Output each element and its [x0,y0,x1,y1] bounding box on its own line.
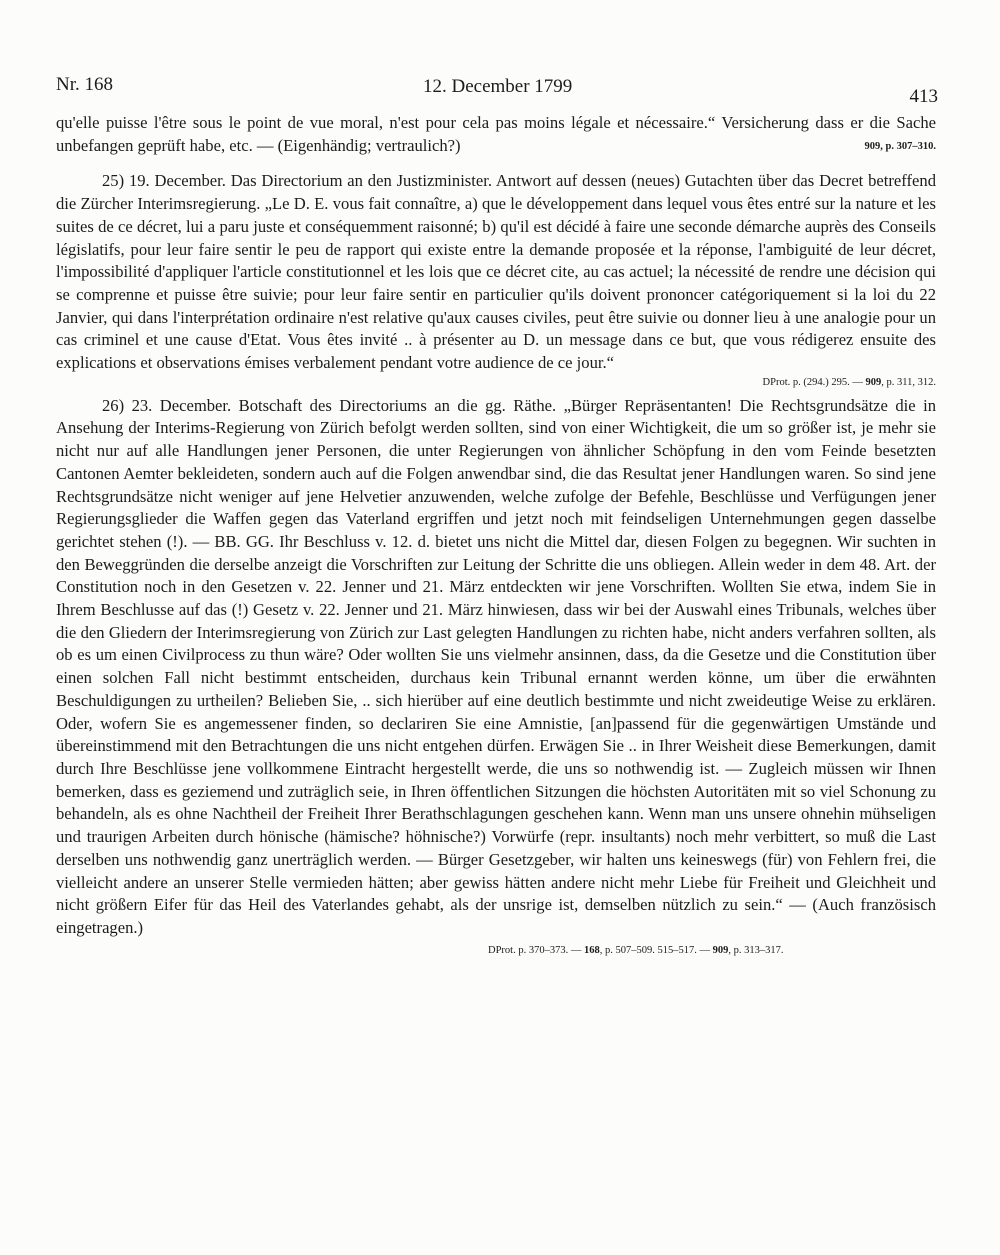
reference-intro-text: 909, p. 307–310. [864,140,936,152]
paragraph-intro [56,112,936,157]
document-page [56,74,936,959]
reference-26: DProt. p. 370–373. — 168, p. 507–509. 515–517. — 909, p. 313–317. [488,944,784,956]
running-header [56,74,938,107]
paragraph-26 [56,395,936,940]
header-date: 12. December 1799 [423,76,573,97]
paragraph-intro-text: qu'elle puisse l'être sous le point de vue moral, n'est pour cela pas moins légale et nécessaire.“ Versicherung dass er die Sache unbefangen geprüft habe, etc. — (Eigenhändig; vertraulich?) [56,113,936,155]
document-number: Nr. 168 [56,74,113,95]
paragraph-25 [56,170,936,374]
page-number: 413 [909,86,938,107]
reference-intro [865,139,936,155]
body-text [56,112,936,959]
reference-25: DProt. p. (294.) 295. — 909, p. 311, 312. [762,376,936,388]
paragraph-25-text: 25) 19. December. Das Directorium an den Justizminister. Antwort auf dessen (neues) Gutachten über das Decret betreffend die Zürcher Interimsregierung. „Le D. E. vous fait connaître, a) que le développement dans lequel vous êtes entré sur la nature et les suites de ce décret, lui a paru juste et conséquemment raisonné; b) qu'il est décidé à faire une seconde démarche auprès des Conseils législatifs, pour leur faire sentir le peu de rapport qui existe entre la demande proposée et la réponse, l'ambiguité de leur décret, l'impossibilité d'appliquer l'article constitutionnel et les lois que ce décret cite, au cas actuel; la nécessité de rendre une décision qui se comprenne et puisse être suivie; pour leur faire sentir en particulier qu'ils doivent prononcer catégoriquement si la loi du 22 Janvier, qui dans l'interprétation ordinaire n'est relative qu'aux causes civiles, peut être suivie ou donner lieu à une analogie pour un cas criminel et une cause d'Etat. Vous êtes invité .. à présenter au D. un message dans ce but, que vous rédigerez ensuite des explications et observations émises verbalement pendant votre audience de ce jour.“ [56,171,936,373]
paragraph-26-text: 26) 23. December. Botschaft des Directoriums an die gg. Räthe. „Bürger Repräsentanten! Die Rechtsgrundsätze die in Ansehung der Interims-Regierung von Zürich befolgt werden sollten, sind von einer Wichtigkeit, die um so größer ist, je mehr sie nicht nur auf alle Handlungen jener Personen, die unter Regierungen von ähnlicher Schöpfung in den vom Feinde besetzten Cantonen Aemter bekleideten, sondern auch auf die Folgen anwendbar sind, die das Resultat jener Handlungen waren. So sind jene Rechtsgrundsätze nicht weniger auf jene Helvetier anzuwenden, welche zufolge der Befehle, Beschlüsse und Verfügungen jener Regierungsglieder die Waffen gegen das Vaterland ergriffen und jetzt noch mit feindseligen Unternehmungen gegen dasselbe gerichtet stehen (!). — BB. GG. Ihr Beschluss v. 12. d. bietet uns nicht die Mittel dar, diesen Folgen zu begegnen. Wir suchten in den Beweggründen die derselbe anzeigt die Vorschriften zur Leitung der Schritte die uns obliegen. Allein weder in dem 48. Art. der Constitution noch in den Gesetzen v. 22. Jenner und 21. März entdeckten wir jene Vorschriften. Wollten Sie etwa, indem Sie in Ihrem Beschlusse auf das (!) Gesetz v. 22. Jenner und 21. März hinwiesen, dass wir bei der Auswahl eines Tribunals, welches über die den Gliedern der Interimsregierung von Zürich zur Last gelegten Handlungen zu richten habe, nicht anders verfahren sollten, als ob es um einen Civilprocess zu thun wäre? Oder wollten Sie uns vielmehr ansinnen, dass, da die Gesetze und die Constitution über einen solchen Fall nicht bestimmt entscheiden, durchaus kein Tribunal ernannt werden könne, um über die erwähnten Beschuldigungen zu urtheilen? Belieben Sie, .. sich hierüber auf eine deutlich bestimmte und nicht zweideutige Weise zu erklären. Oder, wofern Sie es angemessener finden, so declariren Sie eine Amnistie, [an]passend für die gegenwärtigen Umstände und übereinstimmend mit den Betrachtungen die uns nicht entgehen dürfen. Erwägen Sie .. in Ihrer Weisheit diese Bemerkungen, damit durch Ihre Beschlüsse jene vollkommene Eintracht hergestellt werde, die uns so nothwendig ist. — Zugleich müssen wir Ihnen bemerken, dass es geziemend und zuträglich seie, in Ihren öffentlichen Sitzungen die höchsten Autoritäten mit so viel Schonung zu behandeln, als es ohne Nachtheil der Freiheit Ihrer Berathschlagungen geschehen kann. Wenn man uns unsere ohnehin mühseligen und traurigen Arbeiten durch hönische (hämische? höhnische?) Vorwürfe (repr. insultants) noch mehr verbittert, so muß die Last derselben uns nothwendig ganz unerträglich werden. — Bürger Gesetzgeber, wir halten uns keineswegs (für) von Fehlern frei, die vielleicht andere an unserer Stelle vermieden hätten; aber gewiss hätten andere nicht mehr Liebe für Freiheit und Gleichheit und nicht größern Eifer für das Heil des Vaterlandes gehabt, als der unsrige ist, demselben nützlich zu sein.“ — (Auch französisch eingetragen.) [56,395,936,937]
